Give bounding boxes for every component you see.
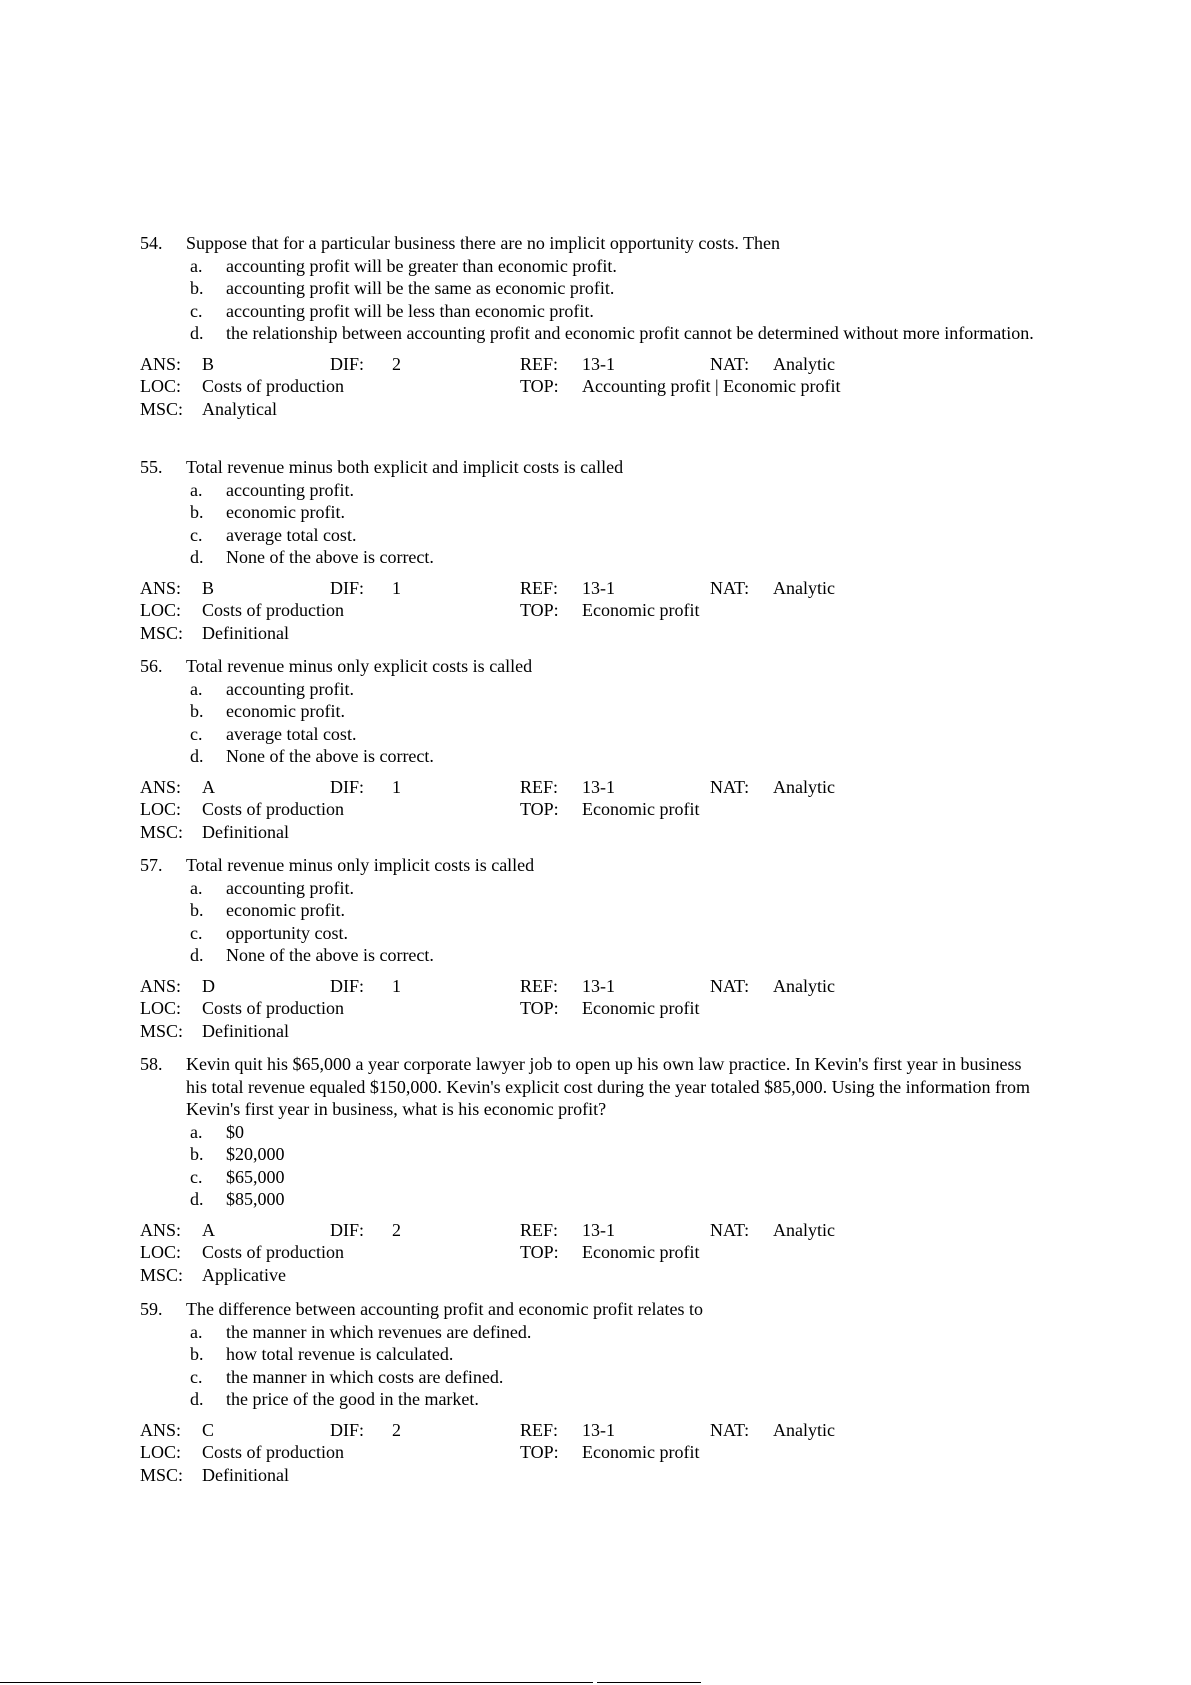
nat-label: NAT: [710, 975, 750, 996]
msc-label: MSC: [140, 398, 184, 419]
meta-row [140, 353, 1040, 376]
option-a [140, 255, 1040, 278]
option-letter: b. [190, 701, 204, 721]
option-c [140, 1166, 1040, 1189]
option-text: how total revenue is calculated. [226, 1344, 454, 1364]
nat-label: NAT: [710, 1419, 750, 1440]
answer-metadata [140, 1219, 1040, 1287]
option-c [140, 723, 1040, 746]
option-d [140, 1188, 1040, 1211]
loc-label: LOC: [140, 376, 182, 396]
loc-label: LOC: [140, 1242, 182, 1262]
option-b [140, 1143, 1040, 1166]
question-stem [140, 854, 1040, 877]
top-value: Economic profit [582, 799, 700, 819]
ref-label: REF: [520, 577, 559, 598]
nat-value: Analytic [773, 1419, 835, 1440]
loc-value: Costs of production [202, 1242, 344, 1262]
options-list [140, 877, 1040, 967]
option-text: average total cost. [226, 723, 357, 744]
option-letter: c. [190, 1166, 203, 1187]
ref-value: 13-1 [582, 1419, 615, 1440]
option-letter: a. [190, 479, 203, 500]
question-58 [140, 1053, 1040, 1286]
nat-label: NAT: [710, 577, 750, 598]
option-c [140, 524, 1040, 547]
dif-value: 1 [392, 776, 401, 797]
option-letter: b. [190, 900, 204, 920]
option-a [140, 1321, 1040, 1344]
option-letter: d. [190, 1389, 204, 1409]
question-number: 59. [140, 1299, 163, 1319]
option-text: the manner in which costs are defined. [226, 1366, 504, 1387]
nat-value: Analytic [773, 577, 835, 598]
dif-value: 1 [392, 577, 401, 598]
question-stem [140, 1298, 1040, 1321]
nat-label: NAT: [710, 353, 750, 374]
option-c [140, 1366, 1040, 1389]
question-stem [140, 655, 1040, 678]
option-text: accounting profit. [226, 678, 354, 699]
option-letter: a. [190, 1121, 203, 1142]
option-letter: d. [190, 547, 204, 567]
meta-row [140, 375, 1040, 398]
option-letter: c. [190, 723, 203, 744]
meta-row [140, 622, 1040, 645]
option-b [140, 277, 1040, 300]
option-letter: d. [190, 1189, 204, 1209]
answer-metadata [140, 577, 1040, 645]
meta-row [140, 577, 1040, 600]
option-d [140, 745, 1040, 768]
options-list [140, 255, 1040, 345]
option-letter: c. [190, 922, 203, 943]
meta-row [140, 821, 1040, 844]
top-label: TOP: [520, 799, 559, 819]
dif-value: 2 [392, 1219, 401, 1240]
option-letter: b. [190, 1144, 204, 1164]
question-stem [140, 1053, 1040, 1121]
option-a [140, 678, 1040, 701]
options-list [140, 1321, 1040, 1411]
ans-value: C [202, 1419, 215, 1440]
option-a [140, 479, 1040, 502]
ref-label: REF: [520, 1419, 559, 1440]
msc-label: MSC: [140, 1464, 184, 1485]
dif-value: 2 [392, 353, 401, 374]
loc-label: LOC: [140, 1442, 182, 1462]
option-text: the manner in which revenues are defined. [226, 1321, 532, 1342]
msc-value: Analytical [202, 398, 277, 419]
ans-value: B [202, 577, 215, 598]
dif-label: DIF: [330, 1419, 365, 1440]
question-text: Total revenue minus both explicit and implicit costs is called [186, 457, 624, 477]
msc-value: Definitional [202, 622, 289, 643]
nat-label: NAT: [710, 776, 750, 797]
loc-label: LOC: [140, 998, 182, 1018]
answer-metadata [140, 975, 1040, 1043]
option-text: $20,000 [226, 1144, 285, 1164]
ref-label: REF: [520, 1219, 559, 1240]
dif-label: DIF: [330, 577, 365, 598]
ref-value: 13-1 [582, 776, 615, 797]
question-number: 58. [140, 1054, 163, 1074]
option-text: average total cost. [226, 524, 357, 545]
ans-label: ANS: [140, 1219, 182, 1240]
option-text: None of the above is correct. [226, 547, 434, 567]
loc-value: Costs of production [202, 1442, 344, 1462]
question-text: Total revenue minus only explicit costs is called [186, 656, 533, 676]
option-letter: a. [190, 1321, 203, 1342]
question-stem [140, 456, 1040, 479]
option-b [140, 1343, 1040, 1366]
ref-label: REF: [520, 776, 559, 797]
option-letter: d. [190, 746, 204, 766]
option-d [140, 944, 1040, 967]
meta-row [140, 1441, 1040, 1464]
top-label: TOP: [520, 600, 559, 620]
option-letter: d. [190, 945, 204, 965]
ans-value: D [202, 975, 215, 996]
option-b [140, 501, 1040, 524]
option-letter: a. [190, 255, 203, 276]
dif-label: DIF: [330, 975, 365, 996]
ans-value: A [202, 776, 215, 797]
option-b [140, 899, 1040, 922]
option-text: accounting profit. [226, 877, 354, 898]
nat-value: Analytic [773, 776, 835, 797]
top-label: TOP: [520, 1442, 559, 1462]
meta-row [140, 997, 1040, 1020]
ref-label: REF: [520, 975, 559, 996]
dif-label: DIF: [330, 1219, 365, 1240]
option-text: $65,000 [226, 1166, 285, 1187]
option-text: accounting profit will be greater than economic profit. [226, 255, 617, 276]
msc-label: MSC: [140, 1020, 184, 1041]
option-c [140, 300, 1040, 323]
meta-row [140, 1241, 1040, 1264]
ref-value: 13-1 [582, 1219, 615, 1240]
ans-value: A [202, 1219, 215, 1240]
option-text: accounting profit will be the same as economic profit. [226, 278, 615, 298]
question-54 [140, 232, 1040, 420]
question-59 [140, 1298, 1040, 1486]
dif-value: 1 [392, 975, 401, 996]
meta-row [140, 776, 1040, 799]
meta-row [140, 798, 1040, 821]
option-text: $0 [226, 1121, 244, 1142]
options-list [140, 678, 1040, 768]
ans-label: ANS: [140, 975, 182, 996]
option-text: economic profit. [226, 900, 345, 920]
loc-value: Costs of production [202, 376, 344, 396]
loc-value: Costs of production [202, 600, 344, 620]
option-letter: d. [190, 323, 204, 343]
option-letter: a. [190, 877, 203, 898]
dif-label: DIF: [330, 776, 365, 797]
loc-label: LOC: [140, 799, 182, 819]
option-text: None of the above is correct. [226, 945, 434, 965]
option-b [140, 700, 1040, 723]
option-text: economic profit. [226, 502, 345, 522]
meta-row [140, 1464, 1040, 1487]
option-text: the relationship between accounting profit and economic profit cannot be determined without more information. [226, 323, 1034, 343]
question-text: Total revenue minus only implicit costs is called [186, 855, 535, 875]
question-number: 57. [140, 855, 163, 875]
option-letter: b. [190, 502, 204, 522]
top-label: TOP: [520, 1242, 559, 1262]
option-text: accounting profit will be less than economic profit. [226, 300, 594, 321]
option-a [140, 1121, 1040, 1144]
option-text: the price of the good in the market. [226, 1389, 479, 1409]
question-number: 56. [140, 656, 163, 676]
question-text: The difference between accounting profit and economic profit relates to [186, 1299, 703, 1319]
msc-value: Definitional [202, 1464, 289, 1485]
option-letter: a. [190, 678, 203, 699]
question-56 [140, 655, 1040, 843]
meta-row [140, 1419, 1040, 1442]
options-list [140, 1121, 1040, 1211]
loc-label: LOC: [140, 600, 182, 620]
option-text: economic profit. [226, 701, 345, 721]
loc-value: Costs of production [202, 799, 344, 819]
option-text: accounting profit. [226, 479, 354, 500]
question-55 [140, 456, 1040, 644]
msc-label: MSC: [140, 622, 184, 643]
msc-value: Applicative [202, 1264, 286, 1285]
ans-value: B [202, 353, 215, 374]
option-text: None of the above is correct. [226, 746, 434, 766]
question-text: Suppose that for a particular business there are no implicit opportunity costs. Then [186, 233, 781, 253]
option-d [140, 1388, 1040, 1411]
option-letter: c. [190, 524, 203, 545]
option-c [140, 922, 1040, 945]
loc-value: Costs of production [202, 998, 344, 1018]
question-number: 54. [140, 233, 163, 253]
msc-value: Definitional [202, 821, 289, 842]
dif-label: DIF: [330, 353, 365, 374]
option-text: $85,000 [226, 1189, 285, 1209]
option-letter: b. [190, 278, 204, 298]
option-text: opportunity cost. [226, 922, 348, 943]
ref-value: 13-1 [582, 975, 615, 996]
top-value: Economic profit [582, 600, 700, 620]
option-d [140, 322, 1040, 345]
ans-label: ANS: [140, 1419, 182, 1440]
ref-value: 13-1 [582, 353, 615, 374]
option-letter: b. [190, 1344, 204, 1364]
meta-row [140, 1020, 1040, 1043]
meta-row [140, 1264, 1040, 1287]
meta-row [140, 398, 1040, 421]
msc-label: MSC: [140, 1264, 184, 1285]
ref-value: 13-1 [582, 577, 615, 598]
msc-label: MSC: [140, 821, 184, 842]
top-value: Economic profit [582, 1442, 700, 1462]
dif-value: 2 [392, 1419, 401, 1440]
answer-metadata [140, 353, 1040, 421]
meta-row [140, 975, 1040, 998]
nat-value: Analytic [773, 975, 835, 996]
option-a [140, 877, 1040, 900]
top-value: Economic profit [582, 998, 700, 1018]
ans-label: ANS: [140, 577, 182, 598]
question-text: Kevin quit his $65,000 a year corporate lawyer job to open up his own law practice. In Kevin's first year in business his total revenue equaled $150,000. Kevin's explicit cost during the year totaled $85,000. Using the information from Kevin's first year in business, what is his economic profit? [186, 1054, 1031, 1119]
ref-label: REF: [520, 353, 559, 374]
ans-label: ANS: [140, 776, 182, 797]
nat-label: NAT: [710, 1219, 750, 1240]
top-label: TOP: [520, 376, 559, 396]
answer-metadata [140, 776, 1040, 844]
footer-rule-short [597, 1682, 701, 1683]
top-value: Accounting profit | Economic profit [582, 376, 841, 396]
msc-value: Definitional [202, 1020, 289, 1041]
option-d [140, 546, 1040, 569]
question-57 [140, 854, 1040, 1042]
meta-row [140, 599, 1040, 622]
options-list [140, 479, 1040, 569]
top-value: Economic profit [582, 1242, 700, 1262]
top-label: TOP: [520, 998, 559, 1018]
footer-rule [0, 1682, 593, 1683]
nat-value: Analytic [773, 353, 835, 374]
nat-value: Analytic [773, 1219, 835, 1240]
meta-row [140, 1219, 1040, 1242]
ans-label: ANS: [140, 353, 182, 374]
option-letter: c. [190, 1366, 203, 1387]
option-letter: c. [190, 300, 203, 321]
answer-metadata [140, 1419, 1040, 1487]
question-number: 55. [140, 457, 163, 477]
question-stem [140, 232, 1040, 255]
